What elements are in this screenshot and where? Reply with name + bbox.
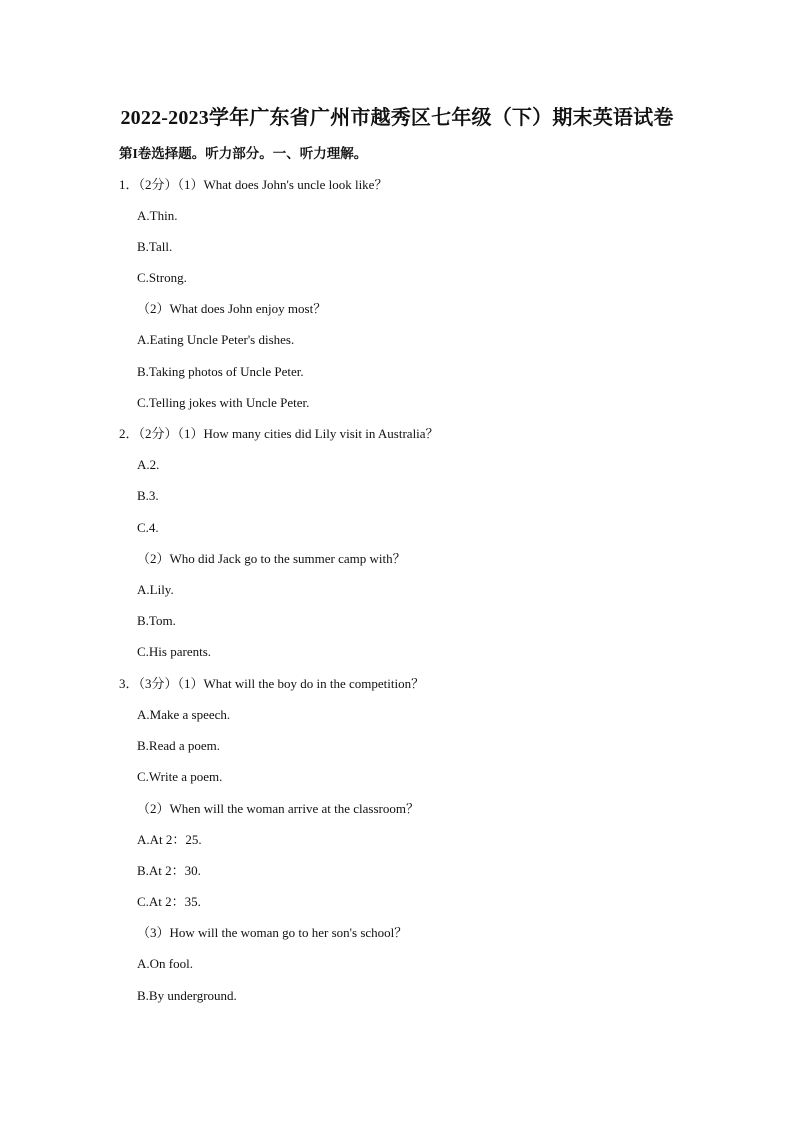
option-2-2-c: C.His parents.: [137, 644, 212, 659]
option-1-2-a: A.Eating Uncle Peter's dishes.: [137, 332, 295, 347]
subquestion-2-2: （2）Who did Jack go to the summer camp with？: [137, 551, 406, 566]
option-3-2-b: B.At 2：30.: [137, 863, 201, 878]
question-1: 1．（2分）（1）What does John's uncle look like？: [119, 177, 388, 192]
option-1-1-a: A.Thin.: [137, 208, 178, 223]
question-2: 2．（2分）（1）How many cities did Lily visit in Australia？: [119, 426, 439, 441]
question-3: 3．（3分）（1）What will the boy do in the competition？: [119, 676, 425, 691]
option-3-1-c: C.Write a poem.: [137, 769, 223, 784]
option-2-1-b: B.3.: [137, 488, 159, 503]
option-2-2-b: B.Tom.: [137, 613, 176, 628]
option-3-3-b: B.By underground.: [137, 988, 237, 1003]
subquestion-3-3: （3）How will the woman go to her son's school？: [137, 925, 408, 940]
option-3-1-b: B.Read a poem.: [137, 738, 221, 753]
section-heading: 第I卷选择题。听力部分。一、听力理解。: [119, 146, 368, 161]
option-1-1-c: C.Strong.: [137, 270, 187, 285]
subquestion-1-2: （2）What does John enjoy most？: [137, 301, 327, 316]
page-title: 2022-2023学年广东省广州市越秀区七年级（下）期末英语试卷: [120, 107, 674, 129]
option-2-1-a: A.2.: [137, 457, 160, 472]
option-3-3-a: A.On fool.: [137, 956, 193, 971]
subquestion-3-2: （2）When will the woman arrive at the classroom？: [137, 801, 419, 816]
option-3-2-a: A.At 2：25.: [137, 832, 202, 847]
option-2-2-a: A.Lily.: [137, 582, 174, 597]
option-1-2-b: B.Taking photos of Uncle Peter.: [137, 364, 304, 379]
option-3-2-c: C.At 2：35.: [137, 894, 201, 909]
option-1-2-c: C.Telling jokes with Uncle Peter.: [137, 395, 310, 410]
option-3-1-a: A.Make a speech.: [137, 707, 231, 722]
option-1-1-b: B.Tall.: [137, 239, 173, 254]
option-2-1-c: C.4.: [137, 520, 159, 535]
